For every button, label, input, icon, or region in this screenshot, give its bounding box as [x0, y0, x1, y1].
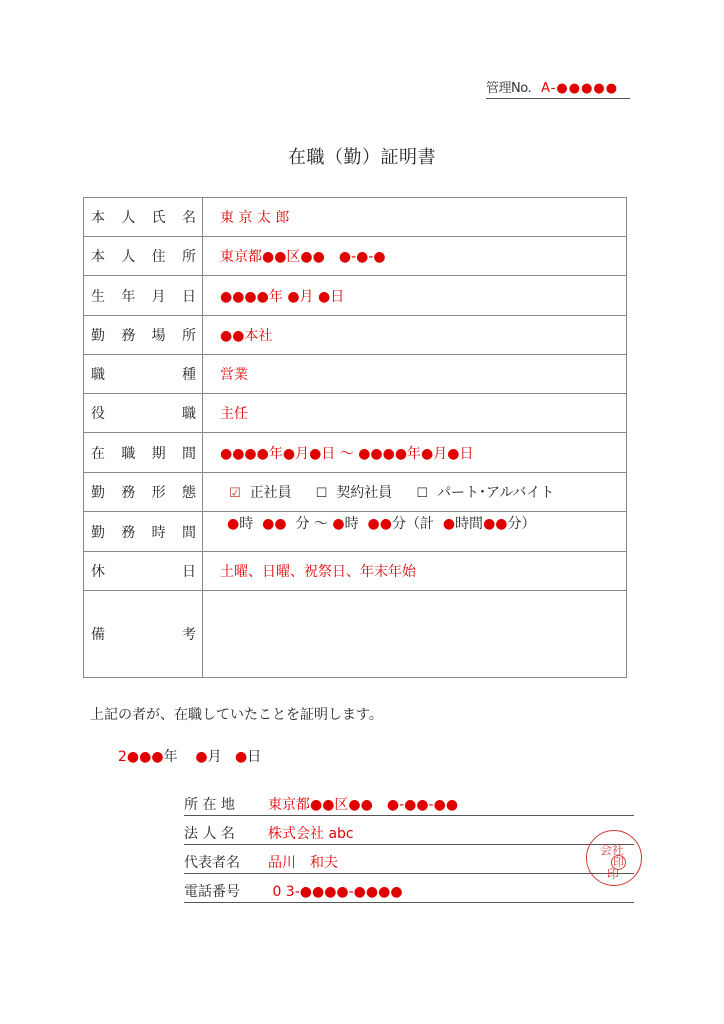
row-position [84, 394, 627, 433]
working-hours-value[interactable]: ●時 ●● 分 ～ ●時 ●●分（計 ●時間●●分） [227, 515, 536, 532]
row-job-type [84, 355, 627, 394]
certificate-table [83, 197, 627, 678]
value-position[interactable]: 主任 [203, 394, 627, 433]
certification-statement: 上記の者が、在職していたことを証明します。 [90, 707, 383, 723]
row-name [84, 198, 627, 237]
row-address [84, 237, 627, 276]
sign-representative[interactable]: 代表者名 品川 和夫 [184, 853, 634, 874]
row-employment-period [84, 433, 627, 473]
company-seal-icon: 会社 印 印 [586, 830, 642, 886]
value-name[interactable]: 東 京 太 郎 [203, 198, 627, 237]
label-name: 本 人 氏 名 [91, 210, 196, 226]
issue-date[interactable]: 2●●●年 ●月 ●日 [118, 749, 262, 765]
label-holidays: 休 日 [91, 564, 196, 580]
checkbox-unchecked-icon[interactable]: ☐ [315, 486, 328, 501]
label-address: 本 人 住 所 [91, 249, 196, 265]
management-number-label: 管理No. [486, 81, 532, 96]
management-number [486, 80, 630, 99]
row-holidays [84, 552, 627, 591]
management-number-value: A-●●●●● [541, 81, 619, 96]
row-birthdate [84, 276, 627, 316]
value-employment-period[interactable]: ●●●●年●月●日 ～ ●●●●年●月●日 [203, 433, 627, 473]
value-holidays[interactable]: 土曜、日曜、祝祭日、年末年始 [203, 552, 627, 591]
value-birthdate[interactable]: ●●●●年 ●月 ●日 [203, 276, 627, 316]
checkbox-checked-icon[interactable]: ☑ [229, 486, 241, 501]
sign-phone[interactable]: 電話番号 0 3-●●●●-●●●● [184, 882, 634, 903]
document-title: 在職（勤）証明書 [288, 147, 436, 168]
row-working-hours [84, 512, 627, 552]
option-full-time[interactable]: ☑ 正社員 [229, 485, 292, 501]
value-address[interactable]: 東京都●●区●● ●-●-● [203, 237, 627, 276]
row-employment-type [84, 473, 627, 512]
label-birthdate: 生 年 月 日 [91, 288, 196, 305]
value-workplace[interactable]: ●●本社 [203, 316, 627, 355]
label-working-hours: 勤 務 時 間 [91, 524, 196, 541]
value-remarks[interactable] [203, 591, 627, 678]
label-employment-type: 勤 務 形 態 [91, 485, 196, 501]
sign-company[interactable]: 法 人 名 株式会社 abc [184, 824, 634, 845]
employment-type-options [203, 482, 626, 502]
label-workplace: 勤 務 場 所 [91, 328, 196, 344]
option-contract[interactable]: ☐ 契約社員 [315, 485, 393, 501]
label-position: 役 職 [91, 406, 196, 422]
option-part-time[interactable]: ☐ パート･アルバイト [416, 485, 555, 501]
label-remarks: 備 考 [91, 627, 196, 643]
row-workplace [84, 316, 627, 355]
checkbox-unchecked-icon[interactable]: ☐ [416, 486, 428, 501]
value-job-type[interactable]: 営業 [203, 355, 627, 394]
label-job-type: 職 種 [91, 367, 196, 383]
sign-address[interactable]: 所 在 地 東京都●●区●● ●-●●-●● [184, 795, 634, 816]
label-employment-period: 在 職 期 間 [91, 445, 196, 462]
row-remarks [84, 591, 627, 678]
